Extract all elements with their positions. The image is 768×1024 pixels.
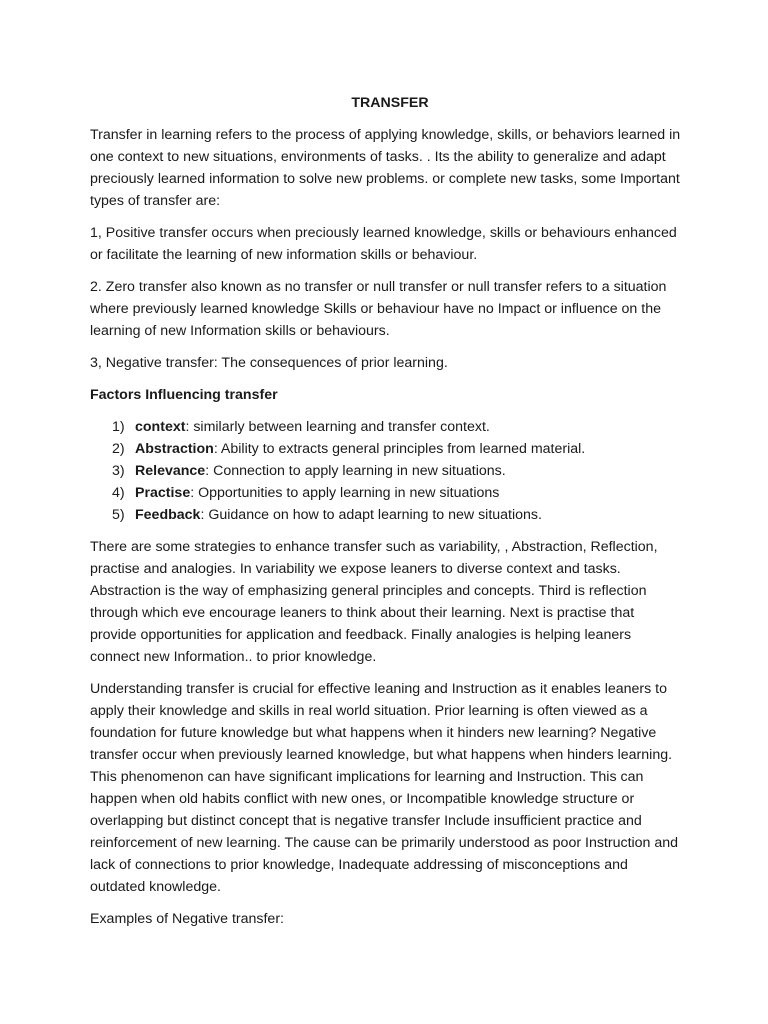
understanding-paragraph: Understanding transfer is crucial for effective leaning and Instruction as it enables leaners to apply their knowledge and skills in real world situation. Prior learning is often viewed as a foundation for future knowledge but what happens when it hinders new learning? Negative transfer occur when previously learned knowledge, but what happens when hinders learning. This phenomenon can have significant implications for learning and Instruction. This can happen when old habits conflict with new ones, or Incompatible knowledge structure or overlapping but distinct concept that is negative transfer Include insufficient practice and reinforcement of new learning. The cause can be primarily understood as poor Instruction and lack of connections to prior knowledge, Inadequate addressing of misconceptions and outdated knowledge.	[90, 681, 679, 895]
list-number: 3)	[112, 463, 125, 479]
document-title: TRANSFER	[351, 95, 429, 111]
list-number: 1)	[112, 419, 125, 435]
strategies-paragraph: There are some strategies to enhance transfer such as variability, , Abstraction, Reflection, practise and analogies. In variability we expose leaners to diverse context and tasks. Abstraction is the way of emphasizing general principles and concepts. Third is reflection through which eve encourage leaners to think about their learning. Next is practise that provide opportunities for application and feedback. Finally analogies is helping leaners connect new Information.. to prior knowledge.	[90, 539, 658, 665]
list-number: 2)	[112, 441, 125, 457]
list-item	[90, 504, 682, 526]
factor-term: Feedback	[135, 507, 201, 523]
list-item	[90, 482, 682, 504]
factor-description: : Opportunities to apply learning in new situations	[190, 485, 500, 501]
list-number: 4)	[112, 485, 125, 501]
list-number: 5)	[112, 507, 125, 523]
type-positive-paragraph: 1, Positive transfer occurs when preciously learned knowledge, skills or behaviours enhanced or facilitate the learning of new information skills or behaviour.	[90, 225, 677, 263]
examples-heading: Examples of Negative transfer:	[90, 911, 284, 927]
intro-paragraph: Transfer in learning refers to the process of applying knowledge, skills, or behaviors learned in one context to new situations, environments of tasks. . Its the ability to generalize and adapt preciously learned information to solve new problems. or complete new tasks, some Important types of transfer are:	[90, 127, 681, 209]
list-item	[90, 460, 682, 482]
list-item	[90, 438, 682, 460]
factor-term: Abstraction	[135, 441, 214, 457]
document-page	[90, 92, 682, 940]
factor-term: context	[135, 419, 186, 435]
factor-description: : Guidance on how to adapt learning to new situations.	[200, 507, 542, 523]
list-item	[90, 416, 682, 438]
factor-term: Practise	[135, 485, 191, 501]
factors-heading: Factors Influencing transfer	[90, 387, 278, 403]
factor-description: : similarly between learning and transfer context.	[185, 419, 490, 435]
factor-description: : Connection to apply learning in new situations.	[205, 463, 506, 479]
type-negative-paragraph: 3, Negative transfer: The consequences of prior learning.	[90, 355, 448, 371]
factor-description: : Ability to extracts general principles from learned material.	[213, 441, 586, 457]
factors-list	[90, 416, 682, 526]
type-zero-paragraph: 2. Zero transfer also known as no transfer or null transfer or null transfer refers to a situation where previously learned knowledge Skills or behaviour have no Impact or influence on the learning of new Information skills or behaviours.	[90, 279, 667, 339]
factor-term: Relevance	[135, 463, 206, 479]
